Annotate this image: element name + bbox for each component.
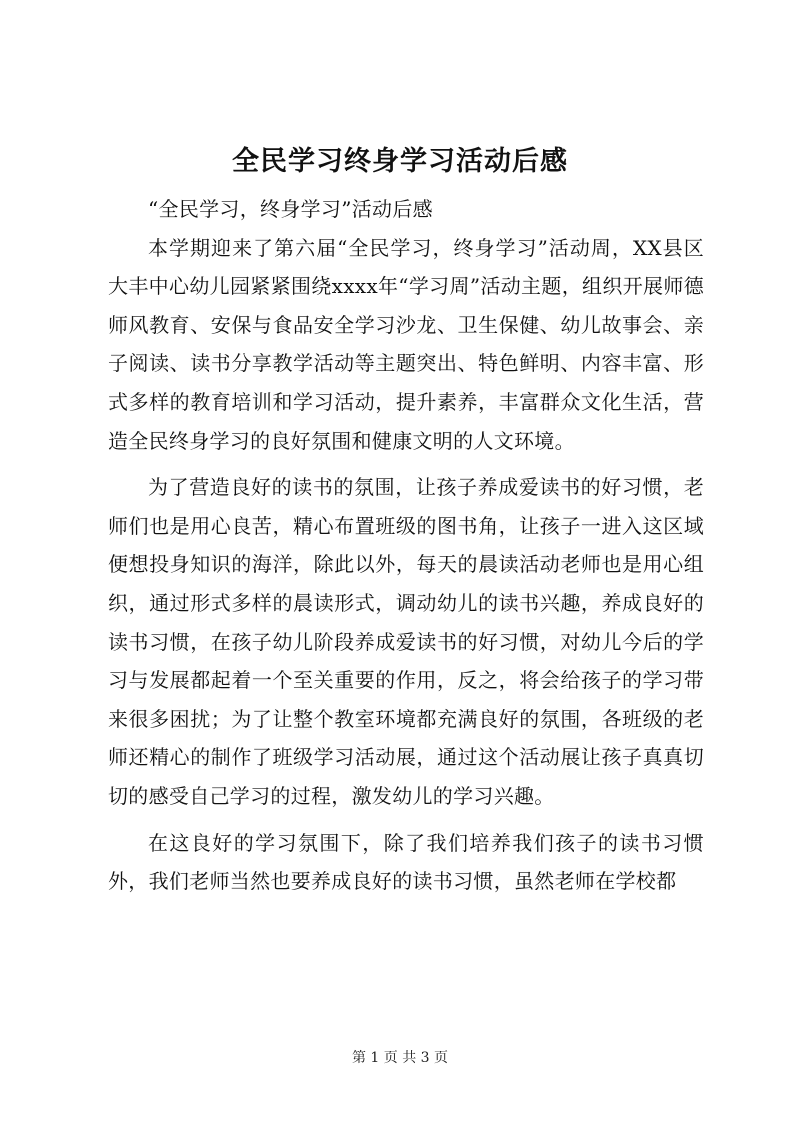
page-title: 全民学习终身学习活动后感: [232, 146, 568, 177]
page-footer: 第 1 页 共 3 页: [351, 1050, 449, 1066]
document-body: [108, 190, 704, 901]
paragraph-3: 在这良好的学习氛围下，除了我们培养我们孩子的读书习惯外，我们老师当然也要养成良好的读书习惯，虽然老师在学校都: [108, 830, 704, 894]
subtitle: “全民学习，终身学习”活动后感: [148, 197, 433, 221]
paragraph-2: 为了营造良好的读书的氛围，让孩子养成爱读书的好习惯，老师们也是用心良苦，精心布置班级的图书角，让孩子一进入这区域便想投身知识的海洋，除此以外，每天的晨读活动老师也是用心组织，通过形式多样的晨读形式，调动幼儿的读书兴趣，养成良好的读书习惯，在孩子幼儿阶段养成爱读书的好习惯，对幼儿今后的学习与发展都起着一个至关重要的作用，反之，将会给孩子的学习带来很多困扰；为了让整个教室环境都充满良好的氛围，各班级的老师还精心的制作了班级学习活动展，通过这个活动展让孩子真真切切的感受自己学习的过程，激发幼儿的学习兴趣。: [108, 475, 704, 808]
paragraph-1: 本学期迎来了第六届“全民学习，终身学习”活动周，XX县区大丰中心幼儿园紧紧围绕xxxx年“学习周”活动主题，组织开展师德师风教育、安保与食品安全学习沙龙、卫生保健、幼儿故事会、亲子阅读、读书分享教学活动等主题突出、特色鲜明、内容丰富、形式多样的教育培训和学习活动，提升素养，丰富群众文化生活，营造全民终身学习的良好氛围和健康文明的人文环境。: [108, 235, 704, 453]
